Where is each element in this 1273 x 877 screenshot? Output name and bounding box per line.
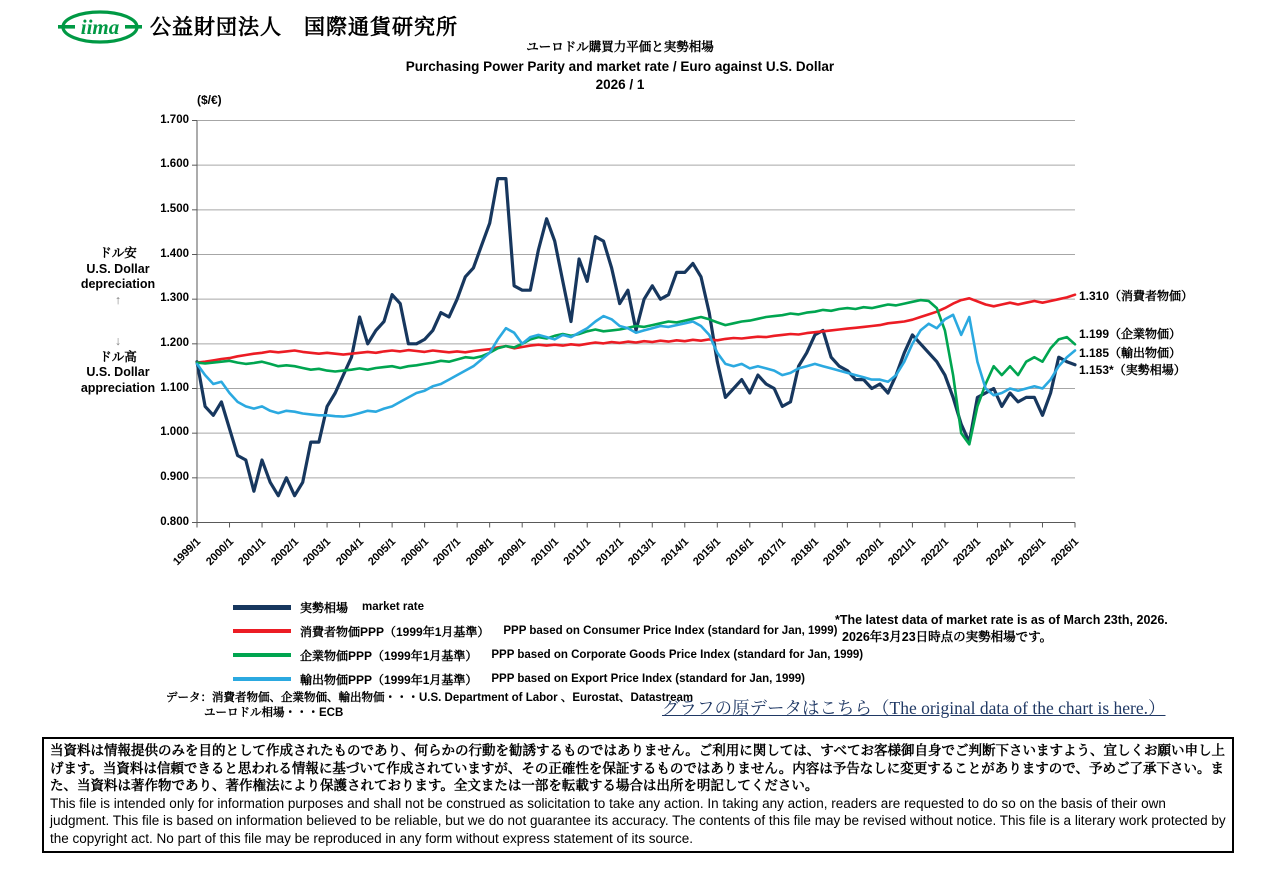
data-source-note <box>166 691 693 721</box>
x-tick-label: 2010/1 <box>528 535 561 569</box>
x-tick-label: 2020/1 <box>853 535 887 569</box>
x-tick-label: 2022/1 <box>918 535 952 569</box>
x-tick-label: 2003/1 <box>301 535 334 569</box>
series-line-export_ppp <box>197 315 1075 417</box>
x-tick-label: 2000/1 <box>203 535 236 569</box>
cgpi-ppp-line-swatch <box>233 653 291 657</box>
end-label-market-rate: 1.153*（実勢相場） <box>1079 362 1186 377</box>
x-tick-label: 2009/1 <box>496 535 529 569</box>
disclaimer-jp: 当資料は情報提供のみを目的として作成されたものであり、何らかの行動を勧誘するものではありません。ご利用に関しては、すべてお客様御自身でご判断下さいますよう、宜しくお願い申し上げます。当資料は信頼できると思われる情報に基づいて作成されていますが、その正確性を保証するものではありません。内容は予告なしに変更することがありますので、予めご了承下さい。また、当資料は著作物であり、著作権法により保護されております。全文または一部を転載する場合は出所を明記してください。 <box>50 743 1226 794</box>
y-tick-label: 1.400 <box>160 247 189 260</box>
logo-left-bar <box>58 25 75 29</box>
legend-item-cgpi-ppp <box>233 643 863 667</box>
source-line-1: データ：消費者物価、企業物価、輸出物価・・・U.S. Department of Labor 、Eurostat、Datastream <box>166 692 694 704</box>
note-en2: appreciation <box>80 380 156 395</box>
cpi-ppp-line-swatch <box>233 629 291 633</box>
legend-label-jp: 企業物価PPP（1999年1月基準） <box>300 648 478 663</box>
end-label-export-ppp: 1.185（輸出物価） <box>1079 345 1182 360</box>
legend-label-jp: 輸出物価PPP（1999年1月基準） <box>300 672 478 687</box>
x-tick-label: 2008/1 <box>463 535 496 569</box>
legend-label-en: PPP based on Export Price Index (standard for Jan, 1999) <box>491 673 805 685</box>
legend-label-en: PPP based on Consumer Price Index (standard for Jan, 1999) <box>503 625 838 637</box>
footnote-jp: 2026年3月23日時点の実勢相場です。 <box>842 630 1053 644</box>
x-tick-label: 2004/1 <box>333 535 366 569</box>
x-tick-label: 2019/1 <box>821 535 854 569</box>
x-tick-label: 2006/1 <box>398 535 431 569</box>
logo-right-bar <box>125 25 142 29</box>
organization-name: 公益財団法人 国際通貨研究所 <box>150 16 458 39</box>
market-rate-line-swatch <box>233 605 291 610</box>
legend-item-export-ppp <box>233 667 863 691</box>
series-line-cpi_ppp <box>197 295 1075 363</box>
chart-legend <box>233 595 863 691</box>
legend-label-en: market rate <box>362 601 425 613</box>
latest-data-footnote <box>835 612 1168 646</box>
x-tick-label: 2016/1 <box>723 535 757 569</box>
x-tick-label: 2021/1 <box>886 535 919 569</box>
y-tick-label: 0.900 <box>160 470 189 483</box>
chart-title-block <box>270 37 970 92</box>
end-label-cgpi-ppp: 1.199（企業物価） <box>1079 327 1182 342</box>
end-label-cpi-ppp: 1.310（消費者物価） <box>1079 288 1194 303</box>
x-tick-label: 2007/1 <box>431 535 464 569</box>
x-tick-label: 2005/1 <box>366 535 399 569</box>
y-tick-label: 1.600 <box>160 158 189 171</box>
y-tick-label: 1.700 <box>160 113 189 126</box>
footnote-en: *The latest data of market rate is as of March 23th, 2026. <box>835 613 1168 627</box>
y-axis-unit-label: ($/€) <box>197 93 222 107</box>
y-tick-label: 1.100 <box>160 381 189 394</box>
x-tick-label: 2014/1 <box>658 535 692 569</box>
note-en1: U.S. Dollar <box>86 261 150 276</box>
x-tick-label: 2002/1 <box>268 535 301 569</box>
y-tick-label: 0.800 <box>160 515 189 528</box>
y-tick-label: 1.300 <box>160 292 189 305</box>
x-tick-label: 2012/1 <box>593 535 626 569</box>
x-tick-label: 2017/1 <box>756 535 789 569</box>
note-jp: ドル安 <box>99 246 137 260</box>
disclaimer-box <box>42 737 1234 853</box>
original-data-link[interactable]: グラフの原データはこちら（The original data of the chart is here.） <box>662 698 1166 718</box>
x-tick-label: 2024/1 <box>983 535 1017 569</box>
disclaimer-en: This file is intended only for information purposes and shall not be construed as solicitation to take any action. In taking any action, readers are requested to do so on the basis of their own judgment. This file is based on information believed to be reliable, but we do not guarantee its accuracy. The contents of this file may be revised without notice. This file is a literary work protected by the copyright act. No part of this file may be reproduced in any form without express statement of its source. <box>50 795 1226 846</box>
x-tick-label: 2025/1 <box>1016 535 1049 569</box>
iima-logo <box>58 6 142 48</box>
x-tick-label: 1999/1 <box>170 535 204 569</box>
x-tick-label: 2015/1 <box>691 535 724 569</box>
chart-title-en: Purchasing Power Parity and market rate / Euro against U.S. Dollar <box>405 59 835 74</box>
x-tick-label: 2023/1 <box>951 535 984 569</box>
source-line-2: ユーロドル相場・・・ECB <box>204 707 344 719</box>
x-tick-label: 2013/1 <box>626 535 659 569</box>
x-tick-label: 2026/1 <box>1048 535 1082 569</box>
note-en2: depreciation <box>80 277 156 291</box>
legend-item-cpi-ppp <box>233 619 863 643</box>
chart-title-jp: ユーロドル購買力平価と実勢相場 <box>526 40 714 54</box>
export-ppp-line-swatch <box>233 677 291 681</box>
x-tick-label: 2018/1 <box>788 535 822 569</box>
x-tick-label: 2001/1 <box>235 535 269 569</box>
x-tick-label: 2011/1 <box>561 535 594 568</box>
series-line-market_rate <box>197 179 1075 496</box>
logo-text: iima <box>80 15 120 39</box>
legend-label-en: PPP based on Corporate Goods Price Index (standard for Jan, 1999) <box>491 649 864 661</box>
legend-label-jp: 実勢相場 <box>300 600 349 615</box>
up-arrow-icon: ↑ <box>114 292 122 307</box>
note-en1: U.S. Dollar <box>86 365 150 379</box>
y-tick-label: 1.500 <box>160 202 189 215</box>
note-jp: ドル高 <box>99 349 137 364</box>
y-tick-label: 1.200 <box>160 336 189 349</box>
chart-title-date: 2026 / 1 <box>595 77 645 92</box>
y-tick-label: 1.000 <box>160 426 189 439</box>
down-arrow-icon: ↓ <box>114 334 122 348</box>
legend-item-market-rate <box>233 595 863 619</box>
legend-label-jp: 消費者物価PPP（1999年1月基準） <box>300 624 490 639</box>
series-line-cgpi_ppp <box>197 300 1075 444</box>
